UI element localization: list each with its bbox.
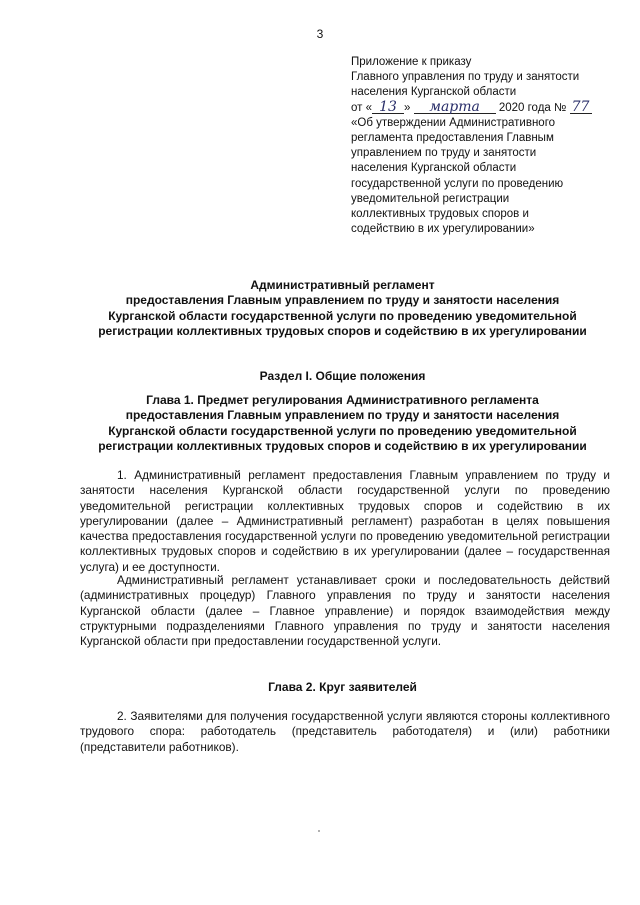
appendix-line-3: населения Курганской области <box>351 86 517 99</box>
appendix-subject-line: населения Курганской области <box>351 162 517 175</box>
appendix-line-2: Главного управления по труду и занятости <box>351 71 580 84</box>
title-line-2: предоставления Главным управлением по труду и занятости населения <box>125 293 560 308</box>
appendix-line-1: Приложение к приказу <box>351 56 472 68</box>
chapter-1-line-4: регистрации коллективных трудовых споров и содействию в их урегулировании <box>98 438 587 453</box>
paragraph-3: 2. Заявителями для получения государственной услуги являются стороны коллективного трудового спора: работодатель (представитель работодателя) и (или) работники (представители работников). <box>80 709 610 754</box>
section-heading: Раздел I. Общие положения <box>259 369 426 383</box>
chapter-1-line-1: Глава 1. Предмет регулирования Административного регламента <box>146 393 539 407</box>
scan-speck <box>318 830 320 832</box>
handwritten-day: 13 <box>372 101 404 114</box>
page-number: 3 <box>316 27 324 41</box>
handwritten-month: марта <box>414 101 496 114</box>
chapter-1-heading <box>70 393 615 454</box>
paragraph-1: 1. Административный регламент предоставления Главным управлением по труду и занятости населения Курганской области государственной услуги по проведению уведомительной регистрации коллективных трудовых споров и содействию в их урегулировании (далее – Административный регламент) разработан в целях повышения качества предоставления государственной услуги по проведению уведомительной регистрации коллективных трудовых споров и содействию в их урегулировании (далее – государственная услуга) и ее доступности. <box>80 468 610 574</box>
appendix-subject-line: уведомительной регистрации <box>351 192 510 205</box>
appendix-subject-line: коллективных трудовых споров и <box>351 208 529 221</box>
appendix-subject-line: «Об утверждении Административного <box>351 116 556 129</box>
paragraph-2: Административный регламент устанавливает сроки и последовательность действий (административных процедур) Главного управления по труду и занятости населения Курганской области (далее – Главное управление) и порядок взаимодействия между структурными подразделениями Главного управления по труду и занятости населения Курганской области при предоставлении государственной услуги. <box>80 573 610 649</box>
appendix-date-line <box>351 98 613 116</box>
chapter-1-line-3: Курганской области государственной услуги по проведению уведомительной <box>108 423 577 438</box>
title-line-1: Административный регламент <box>250 278 435 292</box>
appendix-subject-line: регламента предоставления Главным <box>351 132 554 145</box>
date-prefix: от « <box>351 101 373 114</box>
handwritten-order-number: 77 <box>570 101 592 114</box>
appendix-subject-line: государственной услуги по проведению <box>351 177 564 190</box>
appendix-subject-line: содействию в их урегулировании» <box>351 223 535 236</box>
chapter-2-heading: Глава 2. Круг заявителей <box>268 680 417 694</box>
appendix-header <box>351 55 613 237</box>
chapter-1-line-2: предоставления Главным управлением по труду и занятости населения <box>125 408 560 423</box>
appendix-subject-line: управлением по труду и занятости <box>351 147 537 160</box>
document-title <box>70 278 615 339</box>
year-text: 2020 года № <box>498 101 567 114</box>
title-line-4: регистрации коллективных трудовых споров и содействию в их урегулировании <box>98 323 587 338</box>
title-line-3: Курганской области государственной услуги по проведению уведомительной <box>108 308 577 323</box>
date-quote-close: » <box>404 101 411 114</box>
